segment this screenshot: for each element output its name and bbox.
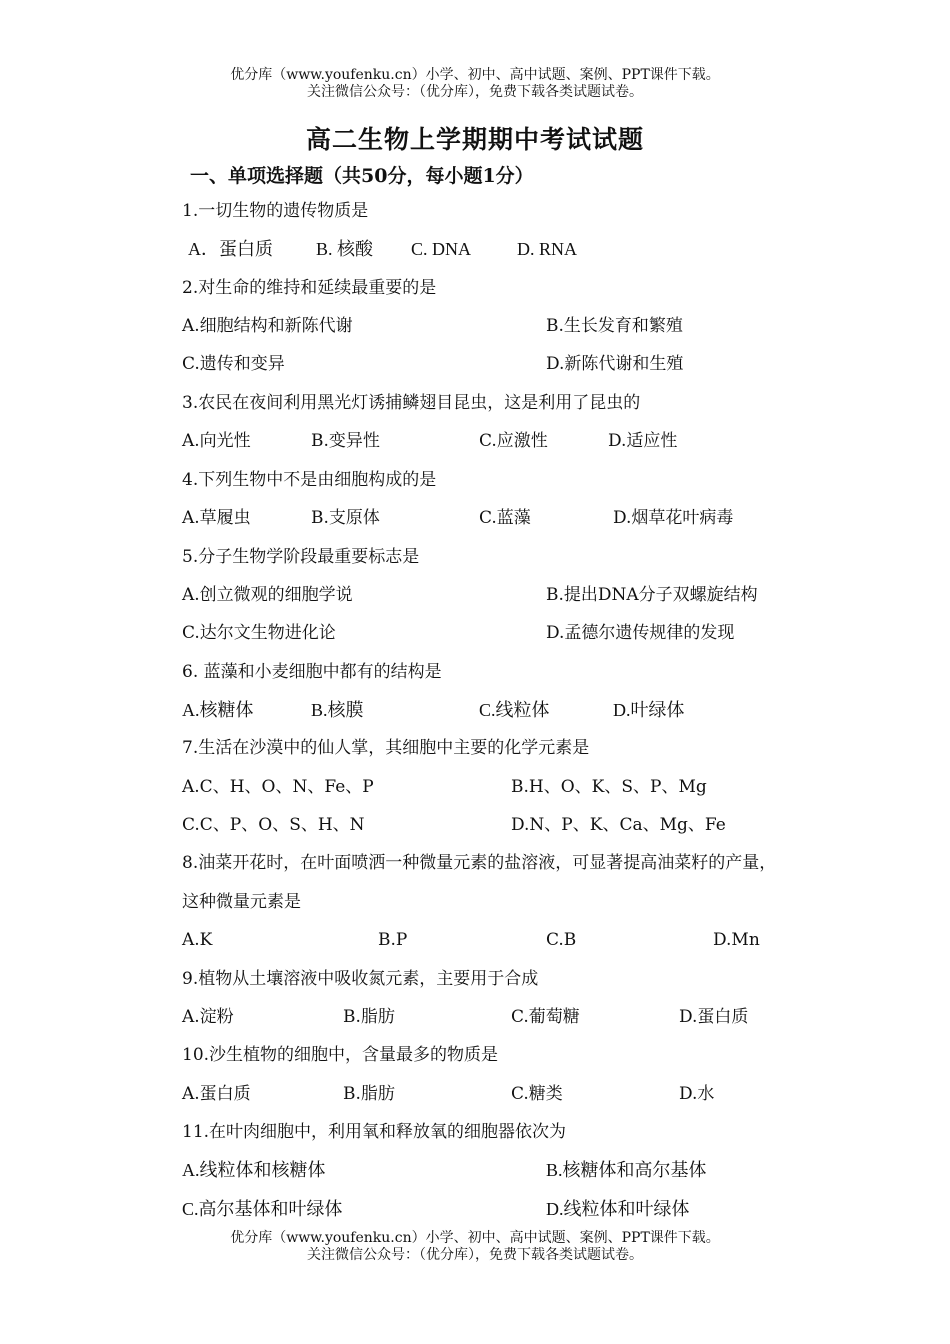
question-stem: 9.植物从土壤溶液中吸收氮元素，主要用于合成 [182,969,539,989]
page-header [0,67,950,101]
option-b: B.支原体 [311,508,380,528]
option-d: D. RNA [517,239,578,259]
question-stem: 4.下列生物中不是由细胞构成的是 [182,470,437,490]
option-a: A.线粒体和核糖体 [182,1160,326,1180]
option-b: B.生长发育和繁殖 [546,316,683,336]
option-d: D.线粒体和叶绿体 [546,1199,690,1219]
option-a: A.蛋白质 [182,1084,251,1104]
option-d: D.孟德尔遗传规律的发现 [546,623,735,643]
option-c: C.葡萄糖 [511,1007,580,1027]
option-b: B.脂肪 [343,1084,395,1104]
option-d: D.叶绿体 [613,700,685,720]
question-stem: 8.油菜开花时，在叶面喷洒一种微量元素的盐溶液，可显著提高油菜籽的产量， [182,853,777,873]
question-stem: 1.一切生物的遗传物质是 [182,201,369,221]
option-d: D.蛋白质 [679,1007,749,1027]
page-footer [0,1230,950,1264]
option-a: A.向光性 [182,431,251,451]
option-a: A.核糖体 [182,700,254,720]
option-b: B.核糖体和高尔基体 [546,1160,707,1180]
option-b: B. 核酸 [316,239,374,259]
option-d: D.水 [679,1084,715,1104]
footer-line-1: 优分库（www.youfenku.cn）小学、初中、高中试题、案例、PPT课件下载。 [230,1230,720,1246]
option-c: C. DNA [411,239,472,259]
option-c: C.遗传和变异 [182,354,285,374]
header-line-2: 关注微信公众号：（优分库），免费下载各类试题试卷。 [307,84,643,100]
option-a: A.创立微观的细胞学说 [182,585,353,605]
section-heading: 一、单项选择题（共50分，每小题1分） [190,165,534,187]
option-b: B.核膜 [311,700,364,720]
question-stem: 7.生活在沙漠中的仙人掌，其细胞中主要的化学元素是 [182,738,590,758]
footer-line-2: 关注微信公众号：（优分库），免费下载各类试题试卷。 [307,1247,643,1263]
question-stem: 10.沙生植物的细胞中，含量最多的物质是 [182,1045,499,1065]
question-stem: 6. 蓝藻和小麦细胞中都有的结构是 [182,662,442,682]
option-d: D.N、P、K、Ca、Mg、Fe [511,815,726,835]
question-stem: 11.在叶肉细胞中，利用氧和释放氧的细胞器依次为 [182,1122,567,1142]
option-c: C.C、P、O、S、H、N [182,815,365,835]
option-a: A.K [182,930,213,950]
option-d: D.新陈代谢和生殖 [546,354,684,374]
question-stem: 5.分子生物学阶段最重要标志是 [182,547,420,567]
question-stem-continued: 这种微量元素是 [182,892,301,912]
option-d: D.适应性 [608,431,678,451]
header-line-1: 优分库（www.youfenku.cn）小学、初中、高中试题、案例、PPT课件下载。 [230,67,720,83]
option-d: D.Mn [713,930,760,950]
option-c: C.应激性 [479,431,548,451]
option-b: B.P [378,930,408,950]
option-d: D.烟草花叶病毒 [613,508,734,528]
option-c: C.蓝藻 [479,508,531,528]
option-b: B.变异性 [311,431,380,451]
option-a: A．蛋白质 [188,239,273,259]
option-a: A.C、H、O、N、Fe、P [182,777,374,797]
option-b: B.H、O、K、S、P、Mg [511,777,707,797]
question-stem: 2.对生命的维持和延续最重要的是 [182,278,437,298]
option-c: C.B [546,930,577,950]
option-a: A.淀粉 [182,1007,234,1027]
option-c: C.糖类 [511,1084,563,1104]
option-b: B.提出DNA分子双螺旋结构 [546,585,758,605]
option-b: B.脂肪 [343,1007,395,1027]
option-c: C.线粒体 [479,700,550,720]
exam-title: 高二生物上学期期中考试试题 [305,125,644,154]
option-c: C.高尔基体和叶绿体 [182,1199,343,1219]
option-c: C.达尔文生物进化论 [182,623,336,643]
question-stem: 3.农民在夜间利用黑光灯诱捕鳞翅目昆虫，这是利用了昆虫的 [182,393,641,413]
option-a: A.草履虫 [182,508,251,528]
option-a: A.细胞结构和新陈代谢 [182,316,353,336]
